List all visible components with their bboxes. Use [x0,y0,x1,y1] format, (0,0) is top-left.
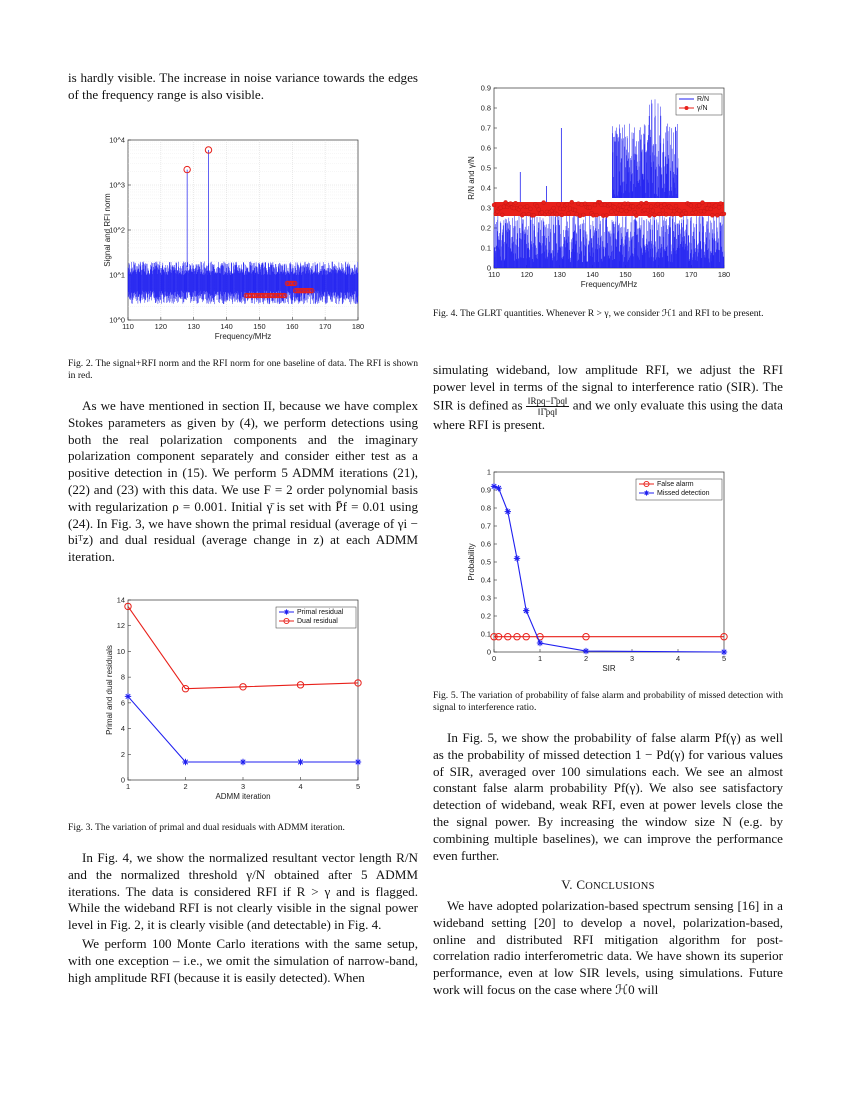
gamma-marker [697,204,701,208]
y-tick-label: 0.2 [480,611,491,621]
gamma-marker [595,213,599,217]
x-tick-label: 180 [351,322,365,331]
x-tick-label: 2 [183,782,188,791]
gamma-marker [648,214,652,218]
gamma-marker [626,202,630,206]
gamma-marker [631,205,635,209]
data-point [297,759,303,765]
gamma-marker [717,205,721,209]
y-tick-label: 0.3 [480,593,491,603]
gamma-marker [555,212,559,216]
gamma-marker [707,203,711,207]
y-tick-label: 0.3 [480,203,491,213]
y-tick-label: 14 [116,595,125,605]
x-tick-label: 170 [318,322,332,331]
fig3-chart [100,592,370,806]
right-paragraph-sir [433,362,783,433]
x-tick-label: 180 [717,270,731,279]
x-tick-label: 120 [154,322,168,331]
data-point [721,649,727,655]
gamma-marker [619,208,623,212]
gamma-marker [537,208,541,212]
sir-fraction [526,396,569,417]
y-tick-label: 0 [486,263,491,273]
gamma-marker [528,207,532,211]
gamma-marker [651,209,655,213]
x-tick-label: 160 [652,270,665,279]
legend-label: Dual residual [297,618,338,625]
paragraph: As we have mentioned in section II, because we have complex Stokes parameters as given by (4), we perform detections using both the real polarization components and the imaginary polarization component separately and consider either test as a positive detection in (15). We perform 5 ADMM iterations (21), (22) and (23) with this data. We use F = 2 order polynomial basis with regularization ρ = 0.001. Initial γ̄ is set with P̄f = 0.01 using (24). In Fig. 3, we have shown the primal residual (average of γi − biᵀz) and dual residual (average change in z) at each ADMM iteration. [68,398,418,565]
gamma-marker [573,208,577,212]
y-axis-label: Probability [467,543,476,581]
x-axis-label: SIR [602,664,616,673]
sir-denominator: ‖Γ̂pq‖ [538,406,558,417]
y-tick-label: 0.5 [480,557,491,567]
x-tick-label: 110 [122,322,134,331]
x-tick-label: 3 [240,782,246,791]
data-point [523,607,529,613]
x-tick-label: 0 [491,654,497,663]
gamma-marker [649,204,653,208]
gamma-marker [593,203,597,207]
gamma-marker [565,202,569,206]
x-tick-label: 130 [187,322,200,331]
gamma-marker [710,213,714,217]
gamma-marker [719,201,723,205]
gamma-marker [644,201,648,205]
sir-text-a: simulating wideband, low amplitude RFI, we adjust the RFI power level in terms of the signal to interference ratio (SIR). The SIR is defined as [433,362,783,413]
y-tick-label: 4 [120,724,125,734]
gamma-marker [684,211,688,215]
fig4-caption: Fig. 4. The GLRT quantities. Whenever R > γ, we consider ℋ1 and RFI to be present. [433,308,764,319]
y-axis-label: R/N and γ/N [467,156,476,200]
y-tick-label: 0.8 [480,503,491,513]
right-paragraph-conclusions [433,898,783,999]
fig2-caption-block [68,358,418,382]
gamma-marker [653,213,657,217]
gamma-marker [581,213,585,217]
figure-4 [462,80,740,292]
y-tick-label: 0.4 [480,183,491,193]
y-tick-label: 10^1 [109,270,125,280]
figure-3 [100,592,370,806]
data-point [355,759,361,765]
section-number: V. [561,877,577,892]
gamma-marker [715,213,719,217]
gamma-marker [657,212,661,216]
y-tick-label: 10^0 [109,315,125,325]
right-paragraph-fig5 [433,730,783,864]
left-paragraph-admm [68,398,418,566]
y-tick-label: 0.1 [480,629,491,639]
x-tick-label: 5 [721,654,727,663]
data-point [514,555,520,561]
y-axis-label: Signal and RFI norm [103,193,112,267]
gamma-marker [662,203,666,207]
gamma-marker [561,207,565,211]
x-tick-label: 160 [286,322,299,331]
gamma-marker [694,210,698,214]
gamma-marker [646,208,650,212]
gamma-marker [518,205,522,209]
figure-5 [462,466,740,678]
figure-2 [100,132,370,344]
gamma-marker [560,213,564,217]
x-tick-label: 150 [619,270,632,279]
x-tick-label: 4 [298,782,303,791]
legend-marker [685,106,689,110]
x-tick-label: 130 [553,270,566,279]
gamma-marker [570,200,574,204]
x-tick-label: 5 [355,782,361,791]
legend-label: Missed detection [657,490,710,497]
x-tick-label: 110 [488,270,500,279]
fig3-caption: Fig. 3. The variation of primal and dual residuals with ADMM iteration. [68,822,345,833]
y-tick-label: 10^4 [109,135,125,145]
gamma-marker [522,212,526,216]
y-tick-label: 0.7 [480,521,491,531]
y-tick-label: 10^2 [109,225,125,235]
fig5-caption-block [433,690,783,714]
gamma-marker [557,202,561,206]
gamma-marker [689,204,693,208]
paragraph: In Fig. 4, we show the normalized resultant vector length R/N and the normalized threshold γ/N obtained after 5 ADMM iterations. The data is considered RFI if R > γ and is flagged. While the wideband RFI is not clearly visible in the signal power level in Fig. 2, it is clearly visible (and detectable) in Fig. 4. [68,850,418,933]
gamma-marker [664,213,668,217]
gamma-marker [605,214,609,218]
x-tick-label: 140 [220,322,233,331]
y-tick-label: 0.8 [480,103,491,113]
gamma-marker [674,204,678,208]
gamma-marker [514,201,518,205]
left-paragraph-fig4 [68,850,418,986]
y-tick-label: 12 [116,621,125,631]
paragraph: is hardly visible. The increase in noise variance towards the edges of the frequency range is also visible. [68,70,418,102]
fig2-caption: Fig. 2. The signal+RFI norm and the RFI norm for one baseline of data. The RFI is shown in red. [68,358,418,381]
y-tick-label: 0.6 [480,143,491,153]
x-tick-label: 170 [684,270,698,279]
gamma-marker [709,207,713,211]
fig4-caption-block [433,308,783,320]
fig4-chart [462,80,740,292]
y-tick-label: 10 [116,646,125,656]
x-tick-label: 120 [520,270,534,279]
gamma-marker [509,202,513,206]
x-axis-label: Frequency/MHz [580,280,638,289]
gamma-marker [609,210,613,214]
gamma-marker [634,214,638,218]
gamma-marker [677,209,681,213]
gamma-marker [532,213,536,217]
paragraph: We perform 100 Monte Carlo iterations with the same setup, with one exception – i.e., we omit the simulation of narrow-band, high amplitude RFI (because it is easily detected). When [68,935,418,985]
y-tick-label: 2 [120,749,125,759]
sir-numerator: ‖Rpq−Γ̂pq‖ [528,395,568,406]
gamma-marker [661,208,665,212]
gamma-marker [722,212,726,216]
y-tick-label: 0 [486,647,491,657]
legend-label: False alarm [657,481,694,488]
gamma-marker [566,211,570,215]
x-tick-label: 4 [675,654,681,663]
legend-label: R/N [697,96,710,103]
gamma-marker [542,200,546,204]
y-tick-label: 0.2 [480,223,491,233]
x-tick-label: 1 [537,654,543,663]
section-heading [433,877,783,893]
data-point [240,759,246,765]
gamma-marker [700,201,704,205]
y-tick-label: 0.7 [480,123,491,133]
sir-text-b: and we only evaluate this using the data where RFI is present. [433,397,783,432]
fig3-caption-block [68,822,418,834]
y-axis-label: Primal and dual residuals [105,645,114,735]
data-point [537,640,543,646]
y-tick-label: 0.9 [480,83,491,93]
data-point [182,759,188,765]
x-tick-label: 3 [629,654,635,663]
x-tick-label: 140 [586,270,599,279]
fig5-caption: Fig. 5. The variation of probability of false alarm and probability of missed detection with signal to interference ratio. [433,690,783,713]
y-tick-label: 10^3 [109,180,125,190]
gamma-marker [639,201,643,205]
y-tick-label: 1 [486,467,491,477]
gamma-marker [669,206,673,210]
y-tick-label: 0.4 [480,575,491,585]
left-paragraph-top [68,70,418,104]
y-tick-label: 0.9 [480,485,491,495]
gamma-marker [500,213,504,217]
legend-label: Primal residual [297,609,344,616]
x-tick-label: 2 [583,654,589,663]
fig5-chart [462,466,740,678]
y-tick-label: 0 [120,775,125,785]
y-tick-label: 0.1 [480,243,491,253]
legend-label: γ/N [697,105,708,112]
x-axis-label: Frequency/MHz [214,332,272,341]
y-tick-label: 6 [120,698,125,708]
data-point [125,693,131,699]
y-tick-label: 0.5 [480,163,491,173]
y-tick-label: 8 [120,672,125,682]
gamma-marker [552,206,556,210]
y-tick-label: 0.6 [480,539,491,549]
paragraph: In Fig. 5, we show the probability of false alarm Pf(γ) as well as the probability of missed detection 1 − Pd(γ) for various values of SIR, averaged over 100 simulations each. We see an almost constant false alarm probability Pf(γ). We also see satisfactory detection of wideband, weak RFI, even at power levels close the the signal power. By increasing the window size N (e.g. by combining multiple baselines), we can improve the performance even further. [433,730,783,863]
section-title-rest: ONCLUSIONS [585,881,655,892]
x-tick-label: 150 [253,322,266,331]
gamma-marker [492,203,496,207]
x-axis-label: ADMM iteration [215,792,271,801]
section-title-first: C [576,877,586,892]
fig2-chart [100,132,370,344]
data-point [583,648,589,654]
x-tick-label: 1 [125,782,131,791]
gamma-marker [588,206,592,210]
paragraph: We have adopted polarization-based spectrum sensing [16] in a wideband setting [20] to develop a novel, polarization-based, online and distributed RFI mitigation algorithm for post-correlation radio interferometric data. We have shown its superior performance, even at low SIR levels, using simulations. Future work will focus on the case where ℋ0 will [433,898,783,997]
